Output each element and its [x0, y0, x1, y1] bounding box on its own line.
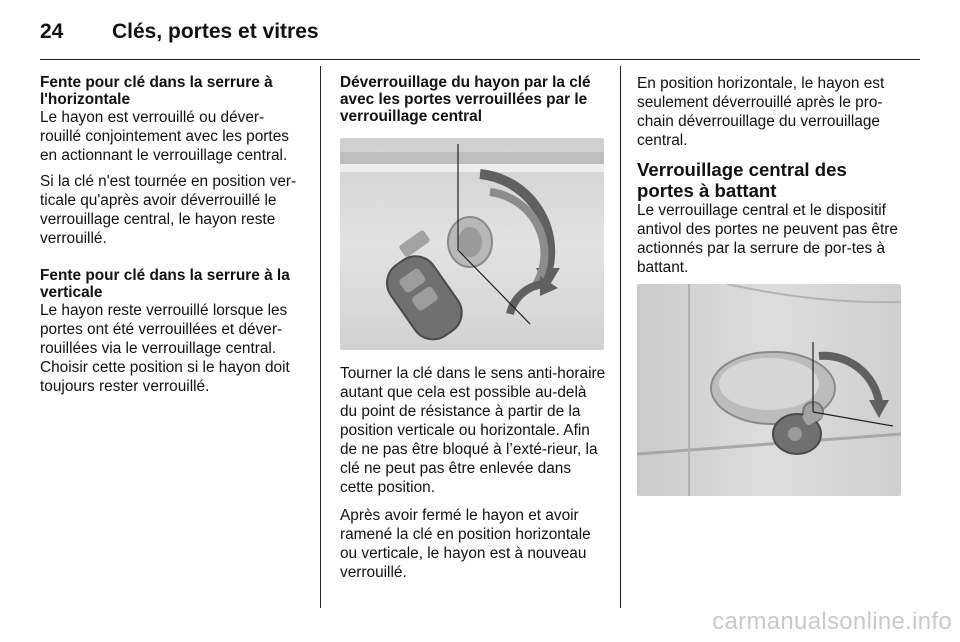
watermark: carmanualsonline.info	[712, 608, 952, 635]
tailgate-key-illustration	[340, 138, 604, 350]
paragraph: Le verrouillage central et le dispositif antivol des portes ne peuvent pas être actionnés par la serrure de por-tes à battant.	[637, 202, 898, 276]
section-heading-horizontal-slot: Fente pour clé dans la serrure à l'horizontale	[40, 74, 273, 108]
paragraph: Le hayon reste verrouillé lorsque les portes ont été verrouillées et déver-rouillées via le verrouillage central. Choisir cette position si le hayon doit toujours rester verrouillé.	[40, 302, 290, 395]
section-heading-vertical-slot: Fente pour clé dans la serrure à la verticale	[40, 267, 290, 301]
paragraph: En position horizontale, le hayon est seulement déverrouillé après le pro-chain déverrouillage du verrouillage central.	[637, 75, 885, 149]
page-header	[40, 16, 920, 54]
chapter-title: Clés, portes et vitres	[112, 20, 319, 43]
page-number: 24	[40, 20, 64, 43]
paragraph: Si la clé n'est tournée en position ver-ticale qu'après avoir déverrouillé le verrouillage central, le hayon reste verrouillé.	[40, 173, 297, 247]
column-middle	[340, 74, 606, 591]
paragraph: Le hayon est verrouillé ou déver-rouillé conjointement avec les portes en actionnant le verrouillage central.	[40, 109, 289, 164]
column-right	[637, 74, 903, 496]
swing-door-key-illustration	[637, 284, 901, 496]
section-heading-swing-doors: Verrouillage central des portes à battant	[637, 159, 847, 201]
paragraph: Après avoir fermé le hayon et avoir ramené la clé en position horizontale ou verticale, le hayon est à nouveau verrouillé.	[340, 507, 591, 581]
column-divider-left	[320, 66, 321, 608]
column-divider-right	[620, 66, 621, 608]
header-rule	[40, 59, 920, 60]
column-left	[40, 74, 302, 405]
section-heading-tailgate-unlock: Déverrouillage du hayon par la clé avec les portes verrouillées par le verrouillage central	[340, 74, 591, 125]
paragraph: Tourner la clé dans le sens anti-horaire autant que cela est possible au-delà du point de résistance à partir de la position verticale ou horizontale. Afin de ne pas être bloqué à l’exté-rieur, la clé ne peut pas être enlevée dans cette position.	[340, 365, 606, 496]
